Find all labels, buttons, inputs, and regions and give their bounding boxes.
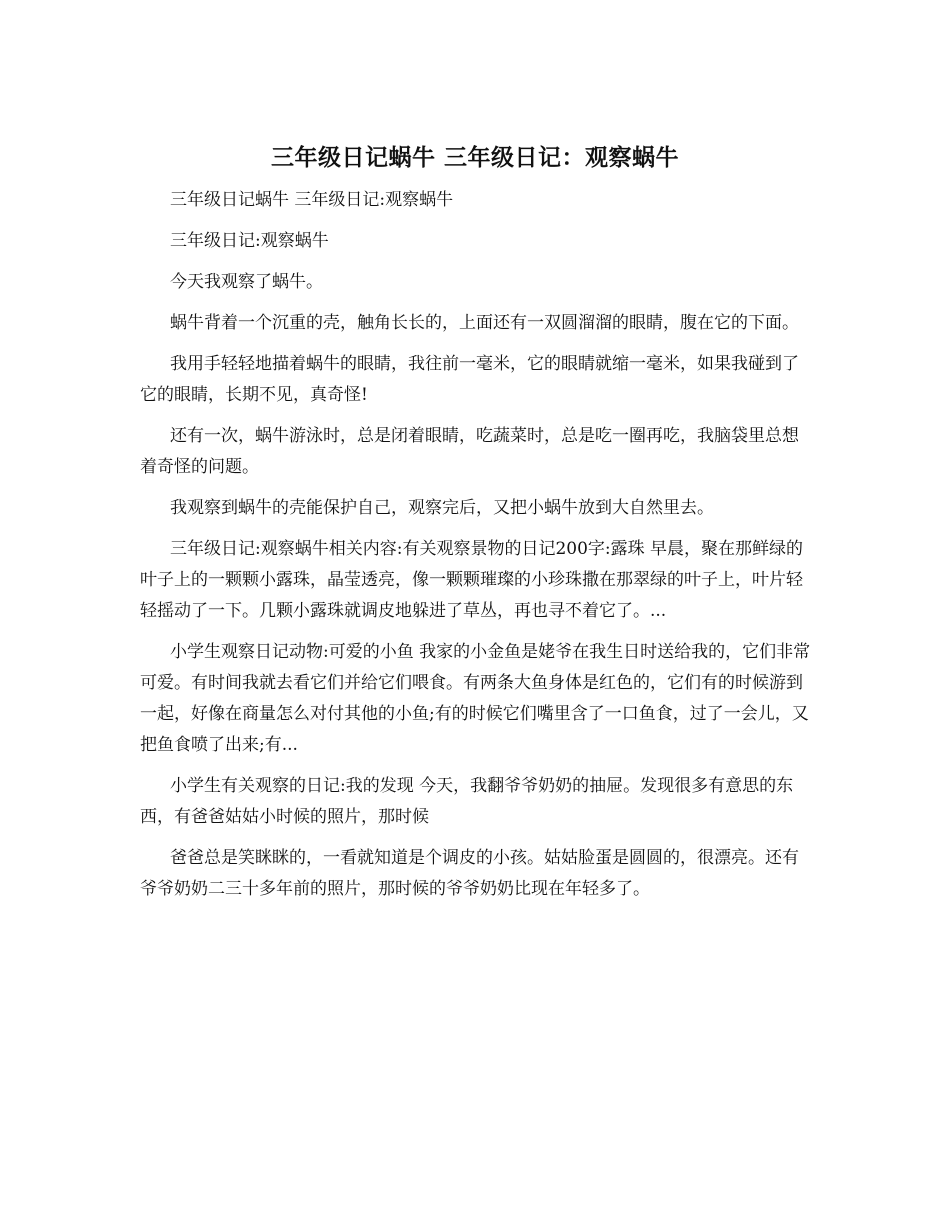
document-body bbox=[140, 185, 815, 915]
paragraph: 今天我观察了蜗牛。 bbox=[170, 272, 323, 292]
paragraph: 还有一次，蜗牛游泳时，总是闭着眼睛，吃蔬菜时，总是吃一圈再吃，我脑袋里总想着奇怪的问题。 bbox=[140, 426, 799, 477]
paragraph: 三年级日记:观察蜗牛相关内容:有关观察景物的日记200字:露珠 早晨，聚在那鲜绿的叶子上的一颗颗小露珠，晶莹透亮，像一颗颗璀璨的小珍珠撒在那翠绿的叶子上，叶片轻轻摇动了一下。几颗小露珠就调皮地躲进了草丛，再也寻不着它了。... bbox=[140, 539, 804, 621]
paragraph: 三年级日记蜗牛 三年级日记:观察蜗牛 bbox=[170, 190, 454, 210]
document-title: 三年级日记蜗牛 三年级日记：观察蜗牛 bbox=[270, 144, 679, 171]
paragraph: 小学生观察日记动物:可爱的小鱼 我家的小金鱼是姥爷在我生日时送给我的，它们非常可爱。有时间我就去看它们并给它们喂食。有两条大鱼身体是红色的，它们有的时候游到一起，好像在商量怎么对付其他的小鱼;有的时候它们嘴里含了一口鱼食，过了一会儿，又把鱼食喷了出来;有... bbox=[140, 642, 811, 755]
paragraph: 我观察到蜗牛的壳能保护自己，观察完后，又把小蜗牛放到大自然里去。 bbox=[170, 498, 714, 518]
paragraph: 我用手轻轻地描着蜗牛的眼睛，我往前一毫米，它的眼睛就缩一毫米，如果我碰到了它的眼睛，长期不见，真奇怪! bbox=[140, 354, 799, 405]
paragraph: 小学生有关观察的日记:我的发现 今天，我翻爷爷奶奶的抽屉。发现很多有意思的东西，有爸爸姑姑小时候的照片，那时候 bbox=[140, 776, 794, 827]
paragraph: 三年级日记:观察蜗牛 bbox=[170, 231, 329, 251]
paragraph: 爸爸总是笑眯眯的，一看就知道是个调皮的小孩。姑姑脸蛋是圆圆的，很漂亮。还有爷爷奶奶二三十多年前的照片，那时候的爷爷奶奶比现在年轻多了。 bbox=[140, 848, 799, 899]
paragraph: 蜗牛背着一个沉重的壳，触角长长的，上面还有一双圆溜溜的眼睛，腹在它的下面。 bbox=[170, 313, 799, 333]
